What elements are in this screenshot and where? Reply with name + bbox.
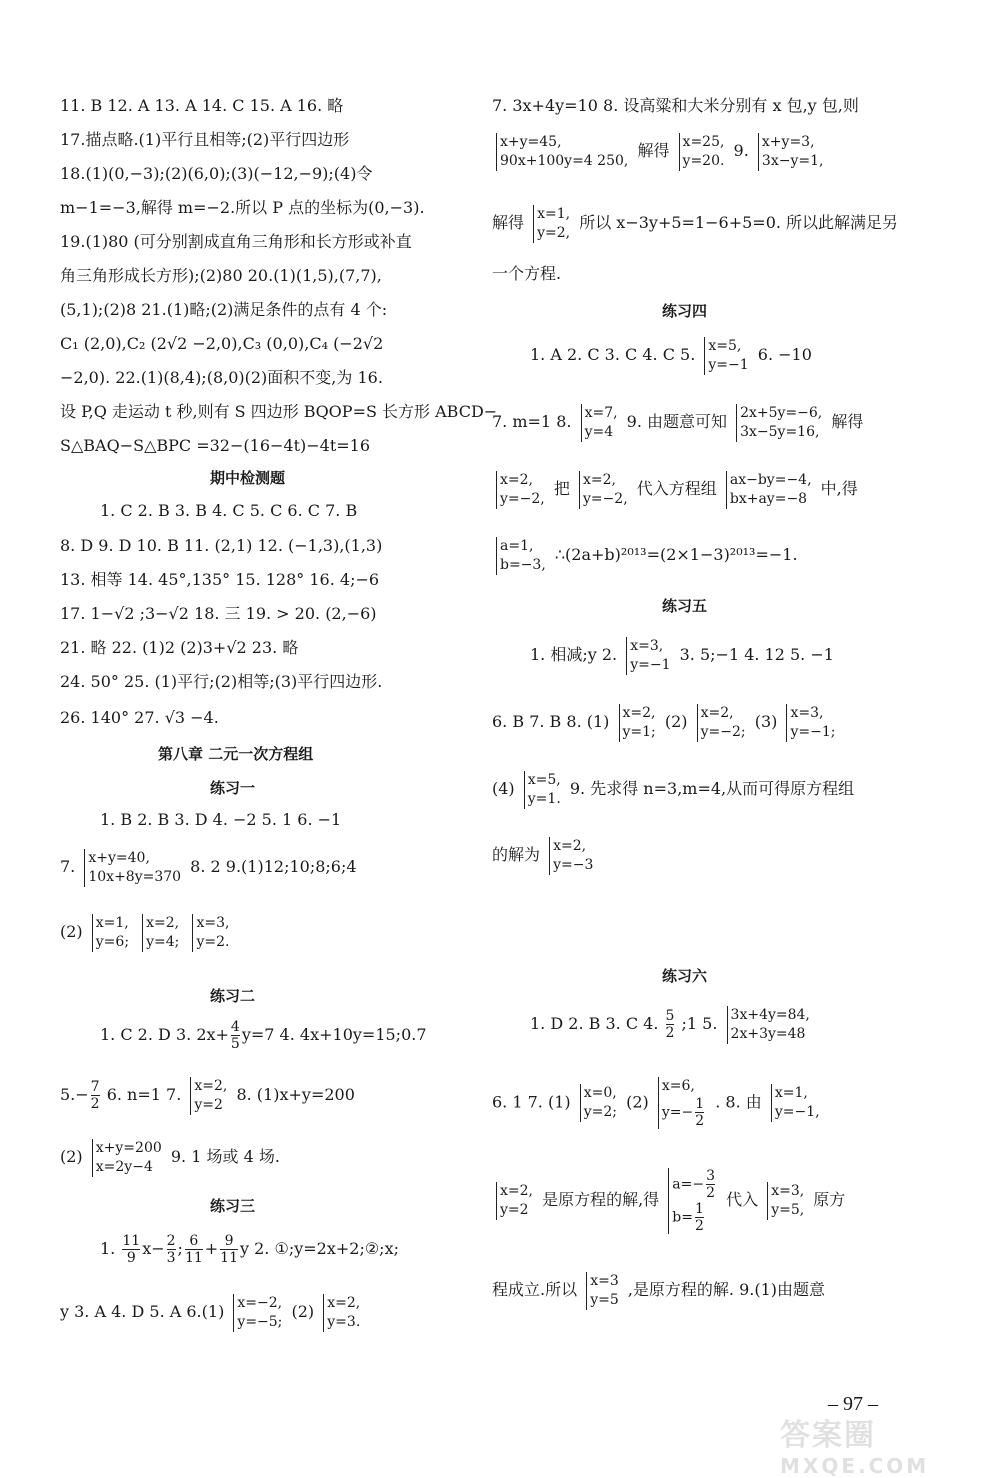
equation: y=−5; (237, 1313, 283, 1330)
equation (662, 1096, 706, 1129)
equation-system (192, 914, 229, 952)
text-span: b= (672, 1209, 693, 1225)
equation: x=3, (790, 704, 824, 721)
text-line (492, 400, 863, 444)
text-span: . 8. 由 (715, 1092, 762, 1112)
text-span: 1. 相减;y 2. (530, 645, 618, 664)
equation: x=1, (774, 1085, 808, 1101)
text-span: y 2. ①;y=2x+2;②;x; (240, 1239, 399, 1258)
text-span: (2) (60, 1147, 83, 1166)
text-span: 6. −10 (757, 345, 812, 364)
equation: x+y=200 (95, 1139, 162, 1156)
denominator: 2 (694, 1217, 704, 1234)
text-line (60, 1135, 280, 1179)
text-line (60, 1073, 355, 1117)
denominator: 11 (184, 1250, 203, 1266)
text-span: 9. (733, 141, 749, 160)
text-line: 一个方程. (492, 264, 562, 283)
text-span: 9. 由题意可知 (626, 412, 727, 431)
text-line: −2,0). 22.(1)(8,4);(8,0)(2)面积不变,为 16. (60, 368, 383, 387)
exercise-6-heading: 练习六 (662, 967, 708, 985)
equation: y=−1 (630, 656, 671, 673)
text-span: 解得 (831, 412, 864, 431)
denominator: 3 (166, 1250, 176, 1266)
equation: b=−3, (500, 556, 546, 573)
denominator: 2 (90, 1096, 100, 1112)
fraction (706, 1168, 715, 1201)
fraction (231, 1019, 240, 1052)
text-span: (2) (664, 712, 688, 731)
equation: x+y=3, (761, 133, 815, 150)
equation: bx+ay=−8 (729, 490, 808, 507)
numerator: 7 (90, 1079, 100, 1095)
q-number: (2) (60, 922, 83, 941)
equation-system (496, 1182, 533, 1220)
text-span: 6. n=1 7. (106, 1085, 182, 1104)
equation: x=5, (708, 337, 742, 354)
equation-system (580, 1084, 617, 1122)
equation-system (771, 1084, 820, 1122)
equation-system (668, 1168, 717, 1234)
equation: x+y=45, (500, 133, 562, 150)
text-span: ; (177, 1239, 183, 1258)
text-span: 1. (100, 1239, 116, 1258)
denominator: 11 (220, 1250, 238, 1266)
exercise-2-heading: 练习二 (210, 987, 256, 1005)
text-line (492, 767, 854, 811)
equation-system (92, 1139, 162, 1177)
numerator: 1 (694, 1200, 704, 1217)
text-line (60, 1290, 364, 1334)
equation: y=−2; (700, 723, 746, 740)
equation-system (84, 849, 181, 887)
text-span: 中,得 (820, 479, 858, 498)
fraction (695, 1096, 704, 1129)
text-span: 1. A 2. C 3. C 4. C 5. (530, 345, 696, 364)
text-span: + (204, 1239, 219, 1258)
equation: x=0, (583, 1085, 617, 1101)
text-line: 21. 略 22. (1)2 (2)3+√2 23. 略 (60, 638, 299, 657)
text-span: 把 (553, 479, 570, 498)
equation-system (496, 133, 628, 171)
equation: y=4; (146, 933, 180, 950)
denominator: 2 (665, 1025, 675, 1041)
text-span: 2x+ (196, 1025, 229, 1044)
text-line: 26. 140° 27. √3 −4. (60, 708, 219, 727)
equation-system (92, 914, 129, 952)
text-line (492, 533, 798, 577)
text-line (492, 1077, 824, 1129)
equation: x=2, (146, 914, 180, 931)
numerator: 4 (230, 1019, 240, 1035)
chapter-heading: 第八章 二元一次方程组 (158, 745, 314, 763)
equation: x=1, (95, 914, 129, 931)
equation: x=3, (630, 637, 664, 654)
equation: x=25, (682, 133, 725, 150)
equation-system (233, 1294, 282, 1332)
text-span: 5.− (60, 1085, 89, 1104)
text-span: 3. 5;−1 4. 12 5. −1 (679, 645, 834, 664)
equation: y=2 (500, 1201, 529, 1218)
equation: y=5, (771, 1201, 805, 1218)
equation-system (767, 1182, 804, 1220)
fraction (91, 1079, 100, 1112)
equation: y=3. (327, 1313, 361, 1330)
equation-system (626, 637, 670, 675)
text-line: 24. 50° 25. (1)平行;(2)相等;(3)平行四边形. (60, 672, 383, 691)
equation: 2x+3y=48 (730, 1025, 806, 1042)
text-span: 6. B 7. B 8. (1) (492, 712, 610, 731)
equation: x=2, (700, 704, 734, 721)
fraction (220, 1233, 238, 1266)
numerator: 3 (706, 1167, 715, 1184)
text-span: (3) (754, 712, 778, 731)
equation: y=−3 (553, 856, 594, 873)
denominator: 5 (230, 1036, 240, 1052)
numerator: 5 (665, 1008, 675, 1024)
equation: 10x+8y=370 (88, 868, 182, 885)
equation: 90x+100y=4 250, (500, 152, 629, 169)
equation: a=1, (500, 537, 534, 554)
equation-system (697, 704, 746, 742)
equation: 3x+4y=84, (730, 1006, 810, 1023)
text-line (492, 833, 597, 877)
equation: x=2, (500, 1182, 533, 1199)
fraction (185, 1233, 203, 1266)
equation: y=2. (196, 933, 230, 950)
equation: y=6; (95, 933, 130, 950)
numerator: 2 (166, 1233, 176, 1249)
text-line: 1. C 2. B 3. B 4. C 5. C 6. C 7. B (100, 501, 358, 520)
text-line (100, 1015, 427, 1055)
equation: y=4 (584, 423, 614, 440)
midterm-heading: 期中检测题 (210, 469, 286, 487)
fraction (167, 1233, 176, 1266)
equation: x=5, (527, 771, 561, 788)
equation: 2x+5y=−6, (740, 404, 823, 421)
text-line: 13. 相等 14. 45°,135° 15. 128° 16. 4;−6 (60, 570, 380, 589)
equation: x+y=40, (88, 849, 150, 866)
text-span: ;1 5. (681, 1014, 718, 1033)
denominator: 2 (706, 1184, 715, 1201)
equation (672, 1201, 717, 1234)
equation-system (496, 471, 545, 509)
text-line: 1. B 2. B 3. D 4. −2 5. 1 6. −1 (100, 810, 342, 829)
text-line: 17. 1−√2 ;3−√2 18. 三 19. > 20. (2,−6) (60, 604, 377, 623)
text-line (492, 1265, 825, 1315)
equation: x=2, (327, 1294, 361, 1311)
equation-system (658, 1077, 706, 1129)
text-line: 11. B 12. A 13. A 14. C 15. A 16. 略 (60, 96, 344, 115)
text-line (492, 1155, 845, 1245)
text-line (530, 1002, 814, 1046)
equation: x=2y−4 (95, 1158, 153, 1175)
text-span: 8. 2 9.(1)12;10;8;6;4 (190, 857, 357, 876)
exercise-4-heading: 练习四 (662, 302, 708, 320)
text-span: (4) (492, 779, 515, 798)
equation (672, 1168, 717, 1201)
equation: x=2, (500, 471, 533, 488)
equation-system (579, 471, 628, 509)
text-line: 7. 3x+4y=10 8. 设高粱和大米分别有 x 包,y 包,则 (492, 96, 859, 115)
text-span: 7. m=1 8. (492, 412, 572, 431)
text-line (492, 700, 839, 744)
equation-system (736, 404, 822, 442)
text-span: y=7 4. 4x+10y=15;0.7 (241, 1025, 427, 1044)
text-line: (5,1);(2)8 21.(1)略;(2)满足条件的点有 4 个: (60, 300, 388, 319)
equation-system (586, 1272, 619, 1310)
equation: x=2, (622, 704, 656, 721)
text-line (492, 201, 898, 245)
text-span: 解得 (637, 141, 670, 160)
equation-system (679, 133, 725, 171)
text-span: x− (142, 1239, 165, 1258)
question-9-line (60, 910, 233, 954)
numerator: 6 (189, 1233, 199, 1249)
numerator: 1 (695, 1096, 705, 1112)
exercise-5-heading: 练习五 (662, 597, 708, 615)
equation: y=1; (622, 723, 656, 740)
text-line: 8. D 9. D 10. B 11. (2,1) 12. (−1,3),(1,3) (60, 536, 383, 555)
equation: x=3 (590, 1272, 619, 1289)
text-span: 代入 (726, 1190, 759, 1209)
text-span: 解得 (492, 213, 525, 232)
equation: x=3, (771, 1182, 805, 1199)
text-line: S△BAQ−S△BPC =32−(16−4t)−4t=16 (60, 436, 371, 455)
equation: x=−2, (237, 1294, 283, 1311)
watermark-text: 答案圈 (780, 1418, 876, 1453)
text-span: 原方 (813, 1190, 846, 1209)
equation: y=1. (527, 790, 561, 807)
question-7-line (60, 845, 357, 889)
text-span: 所以 x−3y+5=1−6+5=0. 所以此解满足另 (579, 213, 899, 232)
text-span: y=− (661, 1104, 694, 1121)
equation: y=−1; (790, 723, 836, 740)
text-span: (2) (291, 1302, 315, 1321)
equation-system (786, 704, 835, 742)
fraction (122, 1233, 140, 1266)
text-line: C₁ (2,0),C₂ (2√2 −2,0),C₃ (0,0),C₄ (−2√2 (60, 334, 384, 353)
equation: y=−2, (500, 490, 545, 507)
text-span: 程成立.所以 (492, 1280, 578, 1299)
text-span: 9. 1 场或 4 场. (170, 1147, 280, 1166)
text-line: m−1=−3,解得 m=−2.所以 P 点的坐标为(0,−3). (60, 198, 425, 217)
equation: x=6, (661, 1078, 695, 1094)
equation: y=5 (590, 1291, 619, 1308)
text-span: 9. 先求得 n=3,m=4,从而可得原方程组 (569, 779, 855, 798)
text-span: ,是原方程的解. 9.(1)由题意 (627, 1280, 826, 1299)
equation: y=20. (682, 152, 725, 169)
text-span: 1. C 2. D 3. (100, 1025, 192, 1044)
text-span: 代入方程组 (636, 479, 717, 498)
denominator: 9 (126, 1250, 136, 1266)
denominator: 2 (695, 1113, 705, 1129)
equation: y=−1, (774, 1104, 820, 1120)
equation: x=1, (537, 205, 571, 222)
watermark-url: MXQE.COM (780, 1454, 930, 1478)
equation: y=−2, (582, 490, 628, 507)
text-line: 设 P,Q 走运动 t 秒,则有 S 四边形 BQOP=S 长方形 ABCD− (60, 402, 498, 421)
equation: 3x−5y=16, (740, 423, 820, 440)
equation: ax−by=−4, (729, 471, 812, 488)
fraction (666, 1008, 675, 1041)
text-line (530, 333, 812, 377)
equation: y=−1 (708, 356, 749, 373)
equation: x=3, (196, 914, 230, 931)
equation-system (704, 337, 748, 375)
equation-system (758, 133, 824, 171)
equation: x=2, (194, 1077, 228, 1094)
equation-system (524, 771, 561, 809)
equation: y=2, (537, 224, 571, 241)
numerator: 9 (224, 1233, 234, 1249)
fraction (695, 1201, 704, 1234)
text-span: a=− (672, 1176, 705, 1192)
equation-system (323, 1294, 360, 1332)
text-span: (2) (626, 1092, 649, 1112)
text-line: 角三角形成长方形);(2)80 20.(1)(1,5),(7,7), (60, 266, 382, 285)
text-span: 1. D 2. B 3. C 4. (530, 1014, 659, 1033)
equation-system (726, 471, 812, 509)
text-line (492, 467, 858, 511)
equation: x=2, (553, 837, 587, 854)
exercise-3-heading: 练习三 (210, 1197, 256, 1215)
text-line: 17.描点略.(1)平行且相等;(2)平行四边形 (60, 130, 350, 149)
text-line: 19.(1)80 (可分别割成直角三角形和长方形或补直 (60, 232, 412, 251)
watermark-logo (780, 1410, 980, 1478)
equation-system (619, 704, 656, 742)
text-span: 8. (1)x+y=200 (236, 1085, 355, 1104)
page-number: – 97 – (828, 1393, 878, 1415)
equation: y=2; (583, 1104, 617, 1120)
text-span: 6. 1 7. (1) (492, 1092, 571, 1112)
text-line (530, 633, 834, 677)
equation-system (727, 1006, 810, 1044)
equation: 3x−y=1, (761, 152, 824, 169)
q-number: 7. (60, 857, 76, 876)
text-span: ∴(2a+b)²⁰¹³=(2×1−3)²⁰¹³=−1. (554, 545, 798, 564)
equation-system (496, 537, 546, 575)
text-line (492, 129, 827, 173)
text-span: y 3. A 4. D 5. A 6.(1) (60, 1302, 225, 1321)
equation-system (142, 914, 179, 952)
text-line (100, 1227, 399, 1271)
equation: x=2, (582, 471, 616, 488)
equation-system (190, 1077, 227, 1115)
equation: x=7, (584, 404, 618, 421)
equation-system (549, 837, 593, 875)
equation: y=2 (194, 1096, 223, 1113)
text-span: 是原方程的解,得 (542, 1190, 660, 1209)
equation-system (533, 205, 570, 243)
text-line: 18.(1)(0,−3);(2)(6,0);(3)(−12,−9);(4)令 (60, 164, 373, 183)
text-span: 的解为 (492, 845, 541, 864)
numerator: 11 (122, 1233, 141, 1249)
equation-system (581, 404, 618, 442)
exercise-1-heading: 练习一 (210, 779, 256, 797)
